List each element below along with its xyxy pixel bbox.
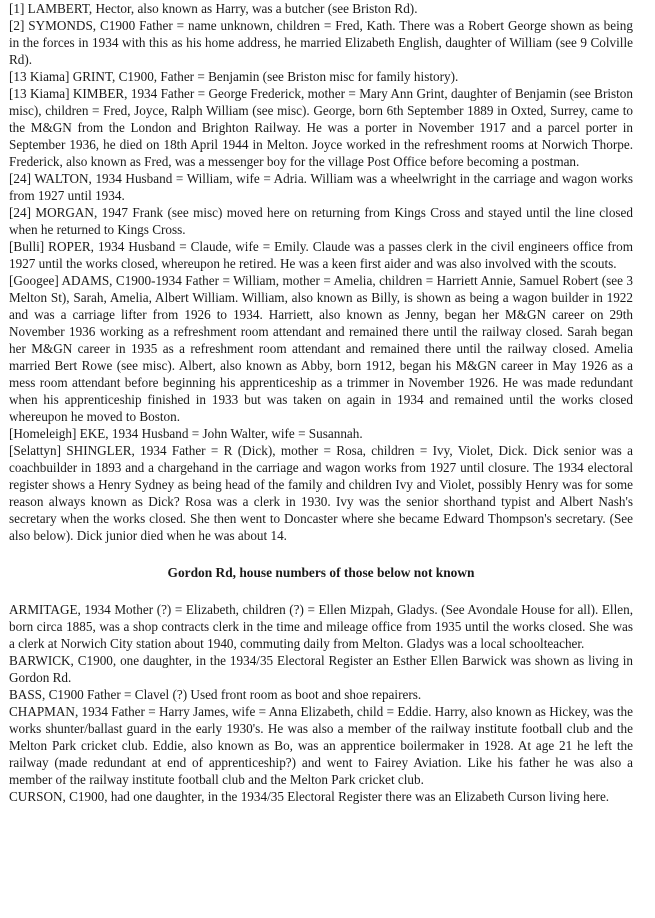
entry-barwick: BARWICK, C1900, one daughter, in the 1934/35 Electoral Register an Esther Ellen Barwick was shown as living in Gordon Rd.	[9, 653, 633, 685]
entry-roper: [Bulli] ROPER, 1934 Husband = Claude, wife = Emily. Claude was a passes clerk in the civil engineers office from 1927 until the works closed, whereupon he retired. He was a keen first aider and was also involved with the scouts.	[9, 239, 633, 271]
unknown-numbers-section	[9, 601, 633, 805]
house-entries-section	[9, 0, 633, 544]
entry-lambert: [1] LAMBERT, Hector, also known as Harry, was a butcher (see Briston Rd).	[9, 1, 418, 16]
entry-morgan: [24] MORGAN, 1947 Frank (see misc) moved here on returning from Kings Cross and stayed until the line closed when he returned to Kings Cross.	[9, 205, 633, 237]
entry-walton: [24] WALTON, 1934 Husband = William, wife = Adria. William was a wheelwright in the carriage and wagon works from 1927 until 1934.	[9, 171, 633, 203]
section-heading: Gordon Rd, house numbers of those below not known	[167, 565, 475, 580]
entry-symonds: [2] SYMONDS, C1900 Father = name unknown, children = Fred, Kath. There was a Robert George shown as being in the forces in 1934 with this as his home address, he married Elizabeth English, daughter of William (see 9 Colville Rd).	[9, 18, 633, 67]
entry-grint: [13 Kiama] GRINT, C1900, Father = Benjamin (see Briston misc for family history).	[9, 69, 459, 84]
entry-bass: BASS, C1900 Father = Clavel (?) Used front room as boot and shoe repairers.	[9, 687, 422, 702]
entry-chapman: CHAPMAN, 1934 Father = Harry James, wife = Anna Elizabeth, child = Eddie. Harry, also known as Hickey, was the works shunter/ballast guard in the early 1930's. He was also a member of the railway institute football club and the Melton Park cricket club. Eddie, also known as Bo, was an apprentice boilermaker in 1928. At age 21 he left the railway (made redundant at end of apprenticeship?) and went to Fairey Aviation. Like his father he was also a member of the railway institute football club and the Melton Park cricket club.	[9, 704, 633, 787]
entry-adams: [Googee] ADAMS, C1900-1934 Father = William, mother = Amelia, children = Harriett Annie, Samuel Robert (see 3 Melton St), Sarah, Amelia, Albert William. William, also known as Billy, is shown as being a wagon builder in 1922 and was a carriage lifter from 1926 to 1934. Harriett, also known as Jenny, began her M&GN career on 29th November 1936 working as a refreshment room attendant and remained there until the railway closed. Sarah began her M&GN career in 1935 as a refreshment room attendant and remained there until the railway closed. Amelia married Bert Rowe (see misc). Albert, also known as Abby, born 1912, began his M&GN career in May 1926 as a mess room attendant before beginning his apprenticeship as a trimmer in November 1926. He was made redundant when his apprenticeship finished in 1933 but was taken on again in 1934 and remained until the works closed whereupon he moved to Boston.	[9, 273, 633, 424]
entry-curson: CURSON, C1900, had one daughter, in the 1934/35 Electoral Register there was an Elizabeth Curson living here.	[9, 789, 610, 804]
entry-armitage: ARMITAGE, 1934 Mother (?) = Elizabeth, children (?) = Ellen Mizpah, Gladys. (See Avondale House for all). Ellen, born circa 1885, was a shop contracts clerk in the time and mileage office from 1935 until the works closed. She was a clerk at Norwich City station about 1940, commuting daily from Melton. Gladys was a local schoolteacher.	[9, 602, 633, 651]
entry-eke: [Homeleigh] EKE, 1934 Husband = John Walter, wife = Susannah.	[9, 426, 363, 441]
entry-kimber: [13 Kiama] KIMBER, 1934 Father = George Frederick, mother = Mary Ann Grint, daughter of Benjamin (see Briston misc), children = Fred, Joyce, Ralph William (see misc). George, born 6th September 1889 in Oxted, Surrey, came to the M&GN from the London and Brighton Railway. He was a porter in November 1917 and a parcel porter in September 1936, he died on 18th April 1944 in Melton. Joyce worked in the refreshment rooms at Norwich Thorpe. Frederick, also known as Fred, was a messenger boy for the village Post Office before becoming a postman.	[9, 86, 633, 169]
entry-shingler: [Selattyn] SHINGLER, 1934 Father = R (Dick), mother = Rosa, children = Ivy, Violet, Dick. Dick senior was a coachbuilder in 1893 and a chargehand in the carriage and wagon works from 1927 until closure. The 1934 electoral register shows a Henry Sydney as being head of the family and children Ivy and Violet, possibly Henry was for some reason always known as Dick? Rosa was a clerk in 1930. Ivy was the senior shorthand typist and Albert Nash's secretary when the works closed. She then went to Doncaster where she became Edward Thompson's secretary. (See also below). Dick junior died when he was about 14.	[9, 443, 633, 543]
